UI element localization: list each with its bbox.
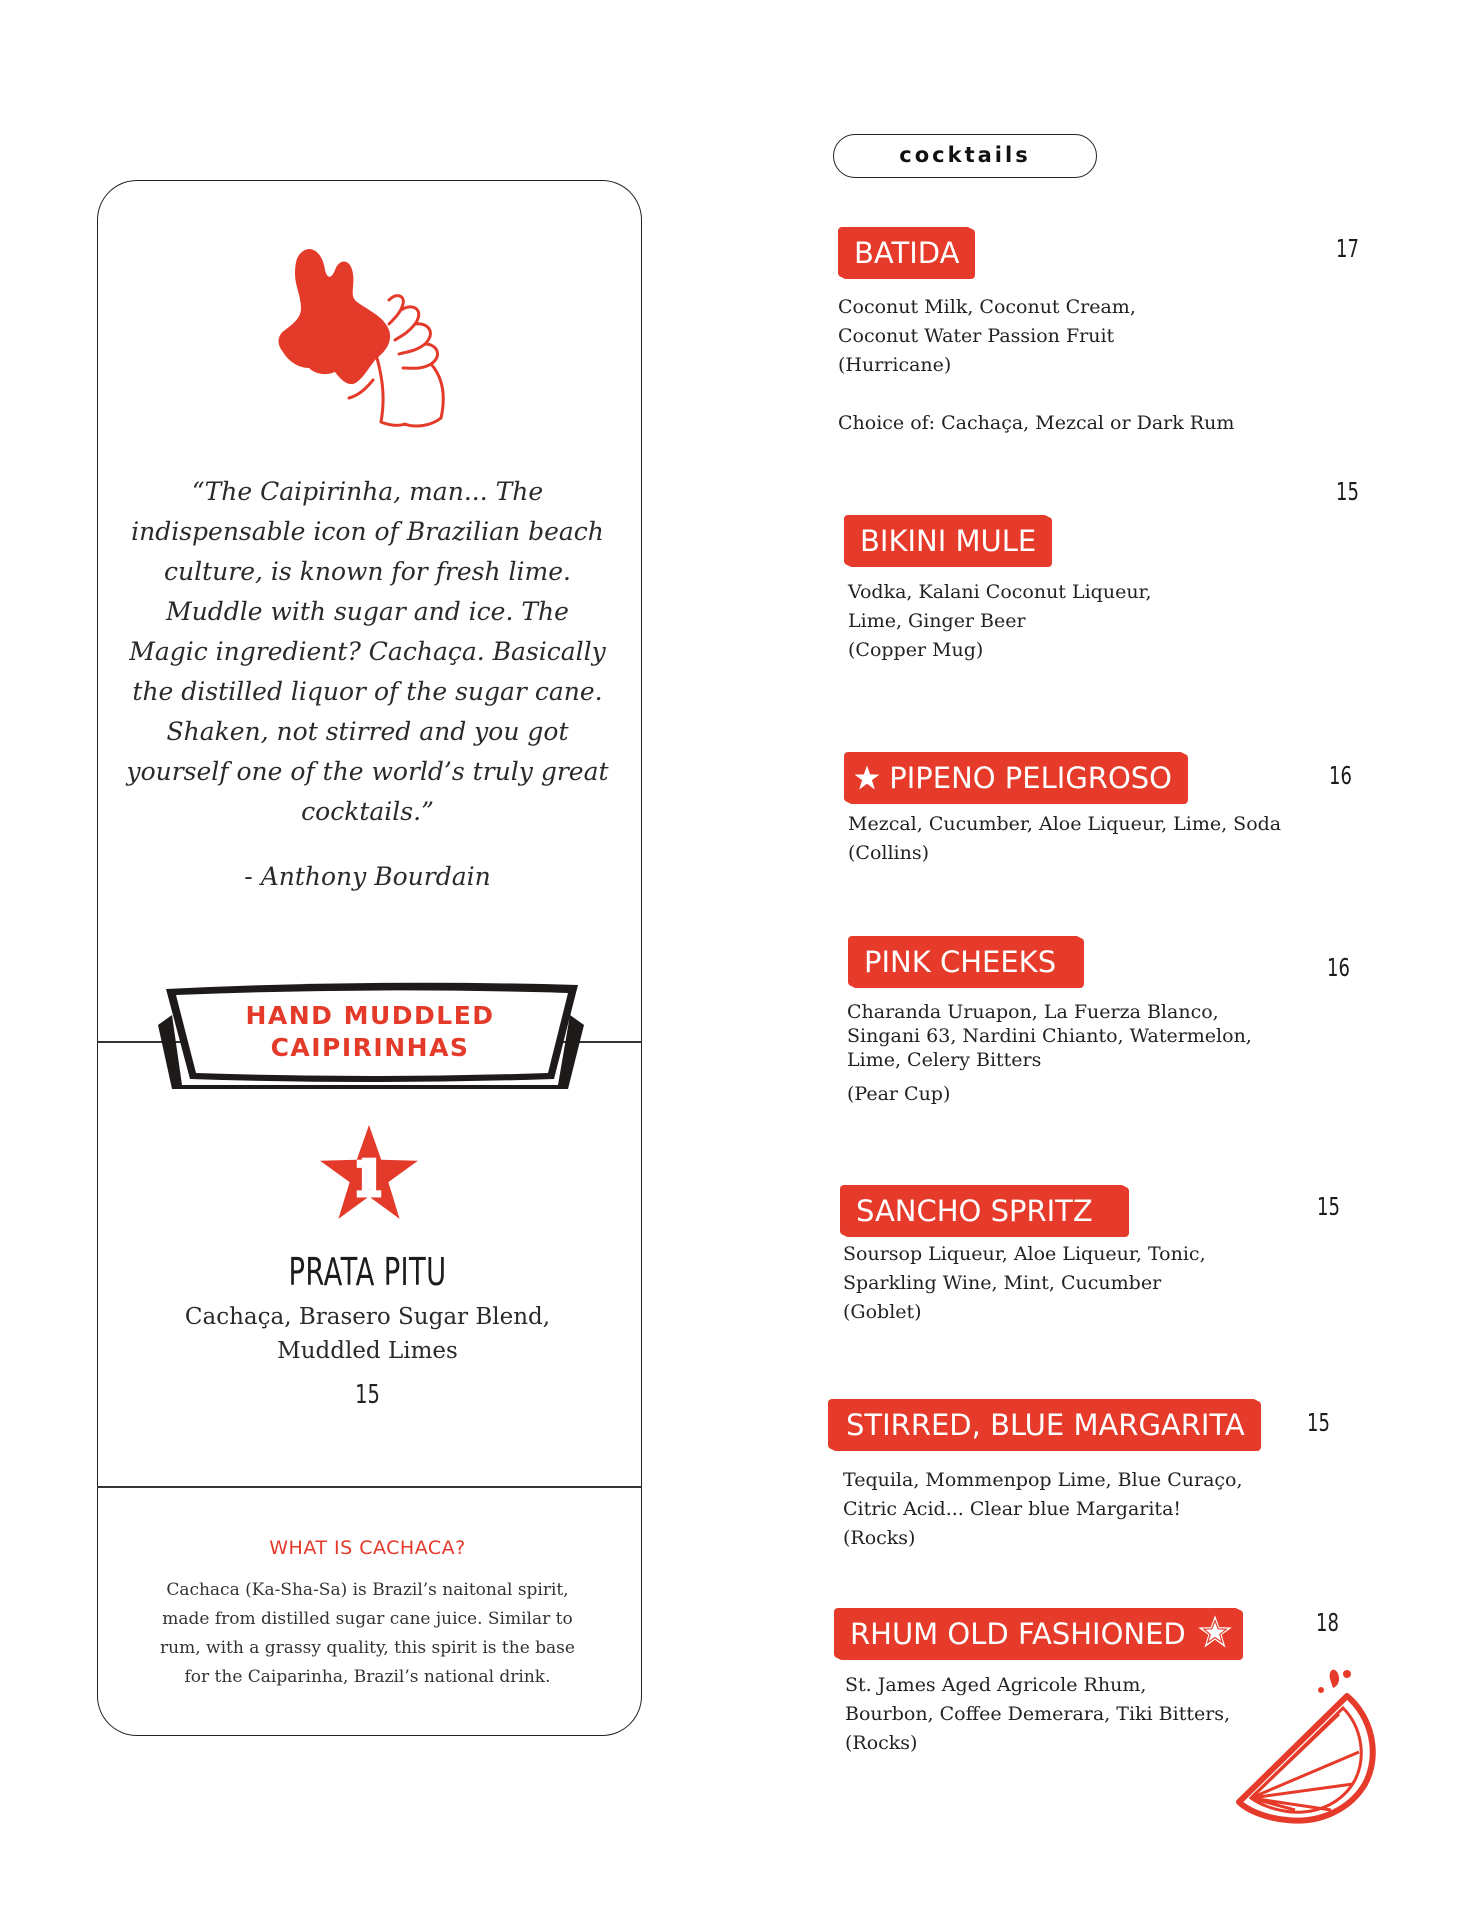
menu-item-name: BIKINI MULE [846, 516, 1050, 566]
menu-item-name: PINK CHEEKS [850, 937, 1082, 987]
menu-item-description: Mezcal, Cucumber, Aloe Liqueur, Lime, Soda (Collins) [848, 813, 1282, 864]
star-number-label: 1 [369, 1189, 371, 1192]
cocktails-section-title: cocktails [833, 134, 1097, 178]
section-divider [97, 1486, 642, 1488]
menu-item-price: 17 [1336, 234, 1359, 263]
menu-item-name: PIPENO PELIGROSO [846, 753, 1186, 803]
banner-title: HAND MUDDLED CAIPIRINHAS [245, 1001, 495, 1062]
menu-item-description: St. James Aged Agricole Rhum, Bourbon, Coffee Demerara, Tiki Bitters, (Rocks) [845, 1674, 1231, 1754]
feature-item-description: Cachaça, Brasero Sugar Blend, Muddled Limes [184, 1304, 551, 1364]
menu-item-price: 15 [1307, 1408, 1330, 1437]
menu-item-description: Vodka, Kalani Coconut Liqueur, Lime, Ginger Beer (Copper Mug) [848, 581, 1152, 661]
menu-item-name: STIRRED, BLUE MARGARITA [830, 1400, 1259, 1450]
menu-item-price: 15 [1317, 1192, 1340, 1221]
what-is-cachaca-body: Cachaca (Ka-Sha-Sa) is Brazil’s naitonal spirit, made from distilled sugar cane juice. Similar to rum, with a grassy quality, this spirit is the base for the Caiparinha, Brazil’s national drink. [160, 1580, 575, 1687]
quote-author: - Anthony Bourdain [244, 862, 491, 891]
menu-item-description: Charanda Uruapon, La Fuerza Blanco, Singani 63, Nardini Chianto, Watermelon, Lime, Celery Bitters (Pear Cup) [847, 1001, 1252, 1105]
what-is-cachaca-title: WHAT IS CACHACA? [269, 1537, 466, 1559]
bourdain-quote: “The Caipirinha, man... The indispensable icon of Brazilian beach culture, is known for fresh lime. Muddle with sugar and ice. The Magic ingredient? Cachaça. Basically the distilled liquor of the sugar cane. Shaken, not stirred and you got yourself one of the world’s truly great cocktails.” [126, 477, 609, 826]
menu-item-price: 16 [1329, 761, 1352, 790]
menu-item-name: RHUM OLD FASHIONED [836, 1609, 1241, 1659]
feature-item-name: PRATA PITU [288, 1250, 447, 1294]
menu-item-price: 16 [1327, 953, 1350, 982]
feature-item-price: 15 [355, 1380, 380, 1410]
hand-shadow-rabbit-illustration [265, 240, 485, 440]
menu-item-description: Coconut Milk, Coconut Cream, Coconut Water Passion Fruit (Hurricane) Choice of: Cachaça, Mezcal or Dark Rum [838, 296, 1235, 434]
menu-item-name: SANCHO SPRITZ [842, 1186, 1127, 1236]
menu-item-price: 18 [1316, 1608, 1339, 1637]
menu-item-description: Soursop Liqueur, Aloe Liqueur, Tonic, Sparkling Wine, Mint, Cucumber (Goblet) [843, 1243, 1206, 1323]
menu-item-name: BATIDA [840, 228, 973, 278]
number-star-icon [318, 1123, 420, 1225]
star-icon [1195, 1612, 1235, 1652]
menu-item-description: Tequila, Mommenpop Lime, Blue Curaço, Citric Acid... Clear blue Margarita! (Rocks) [843, 1469, 1243, 1549]
star-icon [854, 765, 880, 791]
orange-slice-illustration [1235, 1660, 1395, 1825]
menu-item-price: 15 [1336, 477, 1359, 506]
